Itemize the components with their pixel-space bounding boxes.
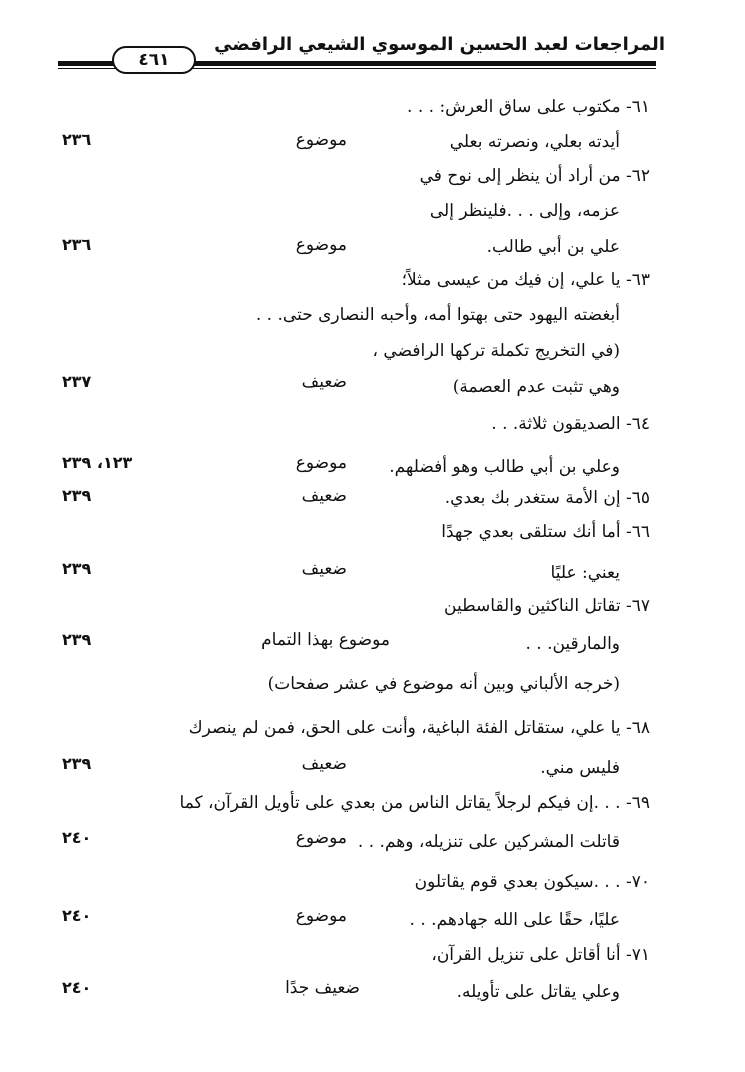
entry-62-line-1: ٦٢- من أراد أن ينظر إلى نوح في — [419, 166, 650, 186]
entry-66-page: ٢٣٩ — [62, 559, 92, 578]
entry-61-grade: موضوع — [295, 130, 347, 150]
entry-69-page: ٢٤٠ — [62, 828, 92, 847]
entry-65-line-1: ٦٥- إن الأمة ستغدر بك بعدي. — [444, 488, 650, 508]
entry-64-grade: موضوع — [295, 453, 347, 473]
entry-62-page: ٢٣٦ — [62, 235, 92, 254]
running-title: المراجعات لعبد الحسين الموسوي الشيعي الرافضي — [214, 34, 665, 55]
entry-67-line-2: والمارقين. . . — [525, 634, 620, 654]
entry-61-line-1: ٦١- مكتوب على ساق العرش: . . . — [407, 97, 650, 117]
entry-61-line-2: أيدته بعلي، ونصرته بعلي — [449, 132, 620, 152]
entry-70-line-2: عليًا، حقًا على الله جهادهم. . . — [409, 910, 620, 930]
entry-71-line-2: وعلي يقاتل على تأويله. — [456, 982, 620, 1002]
entry-66-line-2: يعني: عليًا — [550, 563, 620, 583]
entry-66-grade: ضعيف — [301, 559, 347, 579]
entry-67-line-1: ٦٧- تقاتل الناكثين والقاسطين — [444, 596, 650, 616]
entry-63-line-4: وهي تثبت عدم العصمة) — [452, 377, 620, 397]
entry-63-grade: ضعيف — [301, 372, 347, 392]
entry-68-line-2: فليس مني. — [540, 758, 620, 778]
entry-65-grade: ضعيف — [301, 486, 347, 506]
entry-67-grade: موضوع بهذا التمام — [261, 630, 390, 650]
entry-63-line-2: أبغضته اليهود حتى بهتوا أمه، وأحبه النصارى حتى. . . — [255, 305, 620, 325]
entry-71-line-1: ٧١- أنا أقاتل على تنزيل القرآن، — [431, 945, 650, 965]
entry-68-line-1: ٦٨- يا علي، ستقاتل الفئة الباغية، وأنت على الحق، فمن لم ينصرك — [188, 718, 650, 738]
entry-63-page: ٢٣٧ — [62, 372, 92, 391]
entry-64-line-1: ٦٤- الصديقون ثلاثة. . . — [491, 414, 650, 434]
entry-69-grade: موضوع — [295, 828, 347, 848]
entry-62-line-3: علي بن أبي طالب. — [486, 237, 620, 257]
entry-67-page: ٢٣٩ — [62, 630, 92, 649]
entry-64-page: ١٢٣، ٢٣٩ — [62, 453, 133, 472]
entry-65-page: ٢٣٩ — [62, 486, 92, 505]
entry-70-line-1: ٧٠- . . .سيكون بعدي قوم يقاتلون — [414, 872, 650, 892]
entry-66-line-1: ٦٦- أما أنك ستلقى بعدي جهدًا — [441, 522, 650, 542]
entry-61-page: ٢٣٦ — [62, 130, 92, 149]
entry-70-grade: موضوع — [295, 906, 347, 926]
entry-67-line-3: (خرجه الألباني وبين أنه موضوع في عشر صفحات) — [267, 674, 620, 694]
entry-69-line-2: قاتلت المشركين على تنزيله، وهم. . . — [357, 832, 620, 852]
entry-68-grade: ضعيف — [301, 754, 347, 774]
entry-64-line-2: وعلي بن أبي طالب وهو أفضلهم. — [389, 457, 620, 477]
page-header — [0, 0, 745, 80]
entry-71-grade: ضعيف جدًا — [285, 978, 360, 998]
entry-62-line-2: عزمه، وإلى . . .فلينظر إلى — [429, 201, 620, 221]
entry-70-page: ٢٤٠ — [62, 906, 92, 925]
entry-69-line-1: ٦٩- . . .إن فيكم لرجلاً يقاتل الناس من بعدي على تأويل القرآن، كما — [179, 793, 650, 813]
entry-63-line-3: (في التخريج تكملة تركها الرافضي ، — [372, 341, 620, 361]
entry-68-page: ٢٣٩ — [62, 754, 92, 773]
entry-63-line-1: ٦٣- يا علي، إن فيك من عيسى مثلاً؛ — [401, 270, 650, 290]
entry-71-page: ٢٤٠ — [62, 978, 92, 997]
page-number-badge: ٤٦١ — [112, 46, 196, 74]
entry-62-grade: موضوع — [295, 235, 347, 255]
